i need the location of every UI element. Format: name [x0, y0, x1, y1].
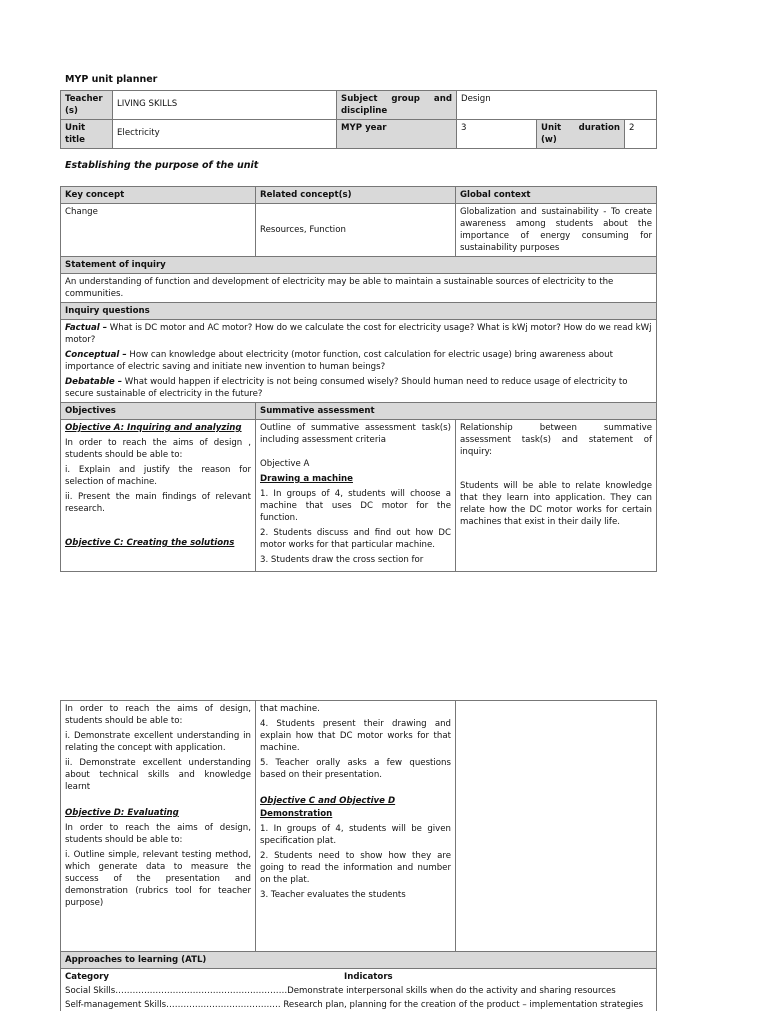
- header-table: [60, 90, 657, 149]
- objective-a-item-ii: ii. Present the main findings of relevant research.: [65, 492, 251, 514]
- atl-indicators-label: Indicators: [344, 972, 393, 982]
- key-concept-label: Key concept: [61, 187, 256, 204]
- objective-a-intro: In order to reach the aims of design , students should be able to:: [65, 438, 251, 460]
- inquiry-questions: [61, 320, 657, 403]
- step-5: 5. Teacher orally asks a few questions based on their presentation.: [260, 758, 451, 780]
- objectives-cell: [61, 420, 256, 572]
- relationship-value: Students will be able to relate knowledge that they learn into application. They can relate how the DC motor works for certain machines that exist in their daily life.: [460, 481, 652, 527]
- global-context-value: Globalization and sustainability - To create awareness among students about the importance of energy consuming for sustainability purposes: [456, 204, 657, 257]
- atl-category-label: Category: [65, 972, 109, 982]
- unit-title-value: Electricity: [113, 120, 337, 149]
- objective-a-item-i: i. Explain and justify the reason for selection of machine.: [65, 465, 251, 487]
- continuation-table: [60, 700, 657, 1011]
- summative-cell: [256, 420, 456, 572]
- relationship-cont-cell: [456, 701, 657, 952]
- myp-year-label: MYP year: [337, 120, 457, 149]
- summative-cont-cell: [256, 701, 456, 952]
- demo-step-3: 3. Teacher evaluates the students: [260, 890, 406, 900]
- myp-year-value: 3: [457, 120, 537, 149]
- objective-c-item-i: i. Demonstrate excellent understanding in relating the concept with application.: [65, 731, 251, 753]
- inquiry-questions-label: Inquiry questions: [61, 303, 657, 320]
- statement-label: Statement of inquiry: [61, 257, 657, 274]
- drawing-heading: Drawing a machine: [260, 474, 353, 484]
- teacher-label: Teacher (s): [61, 91, 113, 120]
- atl-heading: Approaches to learning (ATL): [61, 952, 657, 969]
- step-3: 3. Students draw the cross section for: [260, 555, 424, 565]
- key-concept-value: Change: [61, 204, 256, 257]
- relationship-cell: [456, 420, 657, 572]
- objective-d-intro: In order to reach the aims of design, students should be able to:: [65, 823, 251, 845]
- subject-label: Subject group and discipline: [337, 91, 457, 120]
- summative-label: Summative assessment: [256, 403, 657, 420]
- debatable-text: What would happen if electricity is not being consumed wisely? Should human need to reduce usage of electricity to secure sustainable of electricity in the future?: [65, 377, 628, 399]
- objective-d-item-i: i. Outline simple, relevant testing method, which generate data to measure the success of the presentation and demonstration (rubrics tool for teacher purpose): [65, 850, 251, 908]
- demonstration-heading: Demonstration: [260, 809, 333, 819]
- unit-duration-label: Unit duration (w): [537, 120, 625, 149]
- objective-a-heading: Objective A: Inquiring and analyzing: [65, 423, 242, 433]
- objective-cd-heading: Objective C and Objective D: [260, 796, 396, 806]
- demo-step-1: 1. In groups of 4, students will be given specification plat.: [260, 824, 451, 846]
- objectives-cont-cell: [61, 701, 256, 952]
- related-concept-value: Resources, Function: [256, 204, 456, 257]
- subject-value: Design: [457, 91, 657, 120]
- teacher-value: LIVING SKILLS: [113, 91, 337, 120]
- step-3-continued: that machine.: [260, 704, 320, 714]
- objective-c-heading: Objective C: Creating the solutions: [65, 538, 235, 548]
- atl-self-management-row: Self-management Skills…………………………………. Research plan, planning for the creation of the product – implementation strategies: [65, 1000, 644, 1010]
- atl-social-row: Social Skills……………………………………………………Demonstrate interpersonal skills when do the activity and sharing resources: [65, 986, 616, 996]
- debatable-label: Debatable –: [65, 377, 123, 387]
- global-context-label: Global context: [456, 187, 657, 204]
- objective-c-item-ii: ii. Demonstrate excellent understanding about technical skills and knowledge learnt: [65, 758, 251, 792]
- relationship-text: Relationship between summative assessment task(s) and statement of inquiry:: [460, 423, 652, 457]
- page-title: MYP unit planner: [65, 74, 158, 85]
- factual-label: Factual –: [65, 323, 108, 333]
- objective-d-heading: Objective D: Evaluating: [65, 808, 179, 818]
- atl-body: [61, 969, 657, 1012]
- unit-title-label: Unit title: [61, 120, 113, 149]
- step-4: 4. Students present their drawing and explain how that DC motor works for that machine.: [260, 719, 451, 753]
- conceptual-label: Conceptual –: [65, 350, 127, 360]
- conceptual-text: How can knowledge about electricity (motor function, cost calculation for electric usage) bring awareness about importance of electric saving and initiate new invention to human beings?: [65, 350, 613, 372]
- demo-step-2: 2. Students need to show how they are going to read the information and number on the plat.: [260, 851, 451, 885]
- related-concept-label: Related concept(s): [256, 187, 456, 204]
- outline-text: Outline of summative assessment task(s) including assessment criteria: [260, 423, 451, 445]
- unit-duration-value: 2: [625, 120, 657, 149]
- objective-a-ref: Objective A: [260, 459, 310, 469]
- statement-value: An understanding of function and development of electricity may be able to maintain a sustainable sources of electricity to the communities.: [61, 274, 657, 303]
- objectives-label: Objectives: [61, 403, 256, 420]
- unit-table: [60, 186, 657, 572]
- step-2: 2. Students discuss and find out how DC motor works for that particular machine.: [260, 528, 451, 550]
- step-1: 1. In groups of 4, students will choose a machine that uses DC motor for the function.: [260, 489, 451, 523]
- objective-c-intro: In order to reach the aims of design, students should be able to:: [65, 704, 251, 726]
- factual-text: What is DC motor and AC motor? How do we calculate the cost for electricity usage? What is kWj motor? How do we read kWj motor?: [65, 323, 652, 345]
- purpose-heading: Establishing the purpose of the unit: [65, 160, 259, 171]
